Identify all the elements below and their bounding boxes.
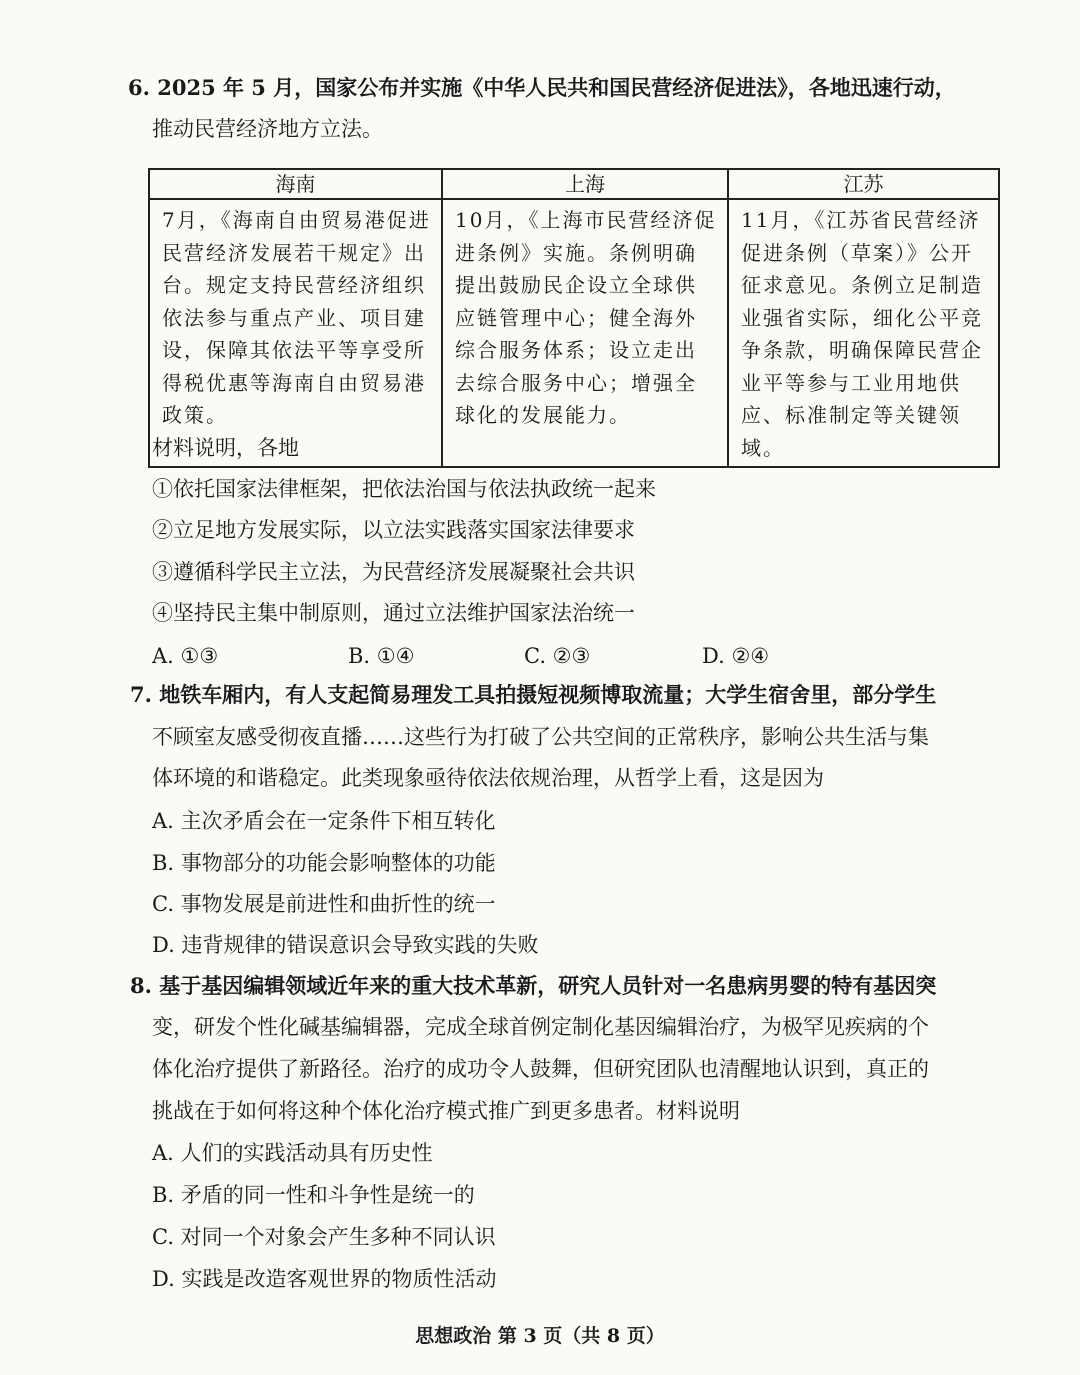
cell-shanghai: 10月，《上海市民营经济促进条例》实施。条例明确提出鼓励民企设立全球供应链管理中心；健全海外综合服务体系；设立走出去综合服务中心；增强全球化的发展能力。: [442, 199, 728, 467]
header-hainan: 海南: [149, 169, 442, 199]
q7-option-a[interactable]: A. 主次矛盾会在一定条件下相互转化: [152, 809, 496, 833]
table-row: [149, 199, 999, 467]
q6-options: [152, 640, 852, 672]
q8-option-c[interactable]: C. 对同一个对象会产生多种不同认识: [152, 1225, 496, 1249]
q7-stem-line-2: 不顾室友感受彻夜直播……这些行为打破了公共空间的正常秩序，影响公共生活与集: [152, 725, 929, 749]
table-header-row: [149, 169, 999, 199]
q6-legislation-table: [148, 168, 1000, 468]
q8-stem-line-1: 8. 基于基因编辑领域近年来的重大技术革新，研究人员针对一名患病男婴的特有基因突: [130, 973, 937, 998]
q6-option-d[interactable]: D. ②④: [702, 644, 770, 668]
q6-option-a[interactable]: A. ①③: [152, 644, 219, 668]
cell-jiangsu: 11月，《江苏省民营经济促进条例（草案）》公开征求意见。条例立足制造业强省实际，细化公平竞争条款，明确保障民营企业平等参与工业用地供应、标准制定等关键领域。: [728, 199, 999, 467]
q6-option-c[interactable]: C. ②③: [524, 644, 591, 668]
page-footer: 思想政治 第 3 页（共 8 页）: [415, 1325, 665, 1347]
q6-statement-3: ③遵循科学民主立法，为民营经济发展凝聚社会共识: [152, 560, 635, 584]
cell-hainan: 7月，《海南自由贸易港促进民营经济发展若干规定》出台。规定支持民营经济组织依法参与重点产业、项目建设，保障其依法平等享受所得税优惠等海南自由贸易港政策。: [149, 199, 442, 467]
q6-stem-line-2: 推动民营经济地方立法。: [152, 117, 383, 141]
q6-statement-1: ①依托国家法律框架，把依法治国与依法执政统一起来: [152, 477, 656, 501]
header-jiangsu: 江苏: [728, 169, 999, 199]
q6-option-b[interactable]: B. ①④: [348, 644, 415, 668]
q6-statement-4: ④坚持民主集中制原则，通过立法维护国家法治统一: [152, 601, 635, 625]
q8-stem-line-2: 变，研发个性化碱基编辑器，完成全球首例定制化基因编辑治疗，为极罕见疾病的个: [152, 1015, 929, 1039]
q8-option-b[interactable]: B. 矛盾的同一性和斗争性是统一的: [152, 1183, 475, 1207]
q8-stem-line-3: 体化治疗提供了新路径。治疗的成功令人鼓舞，但研究团队也清醒地认识到，真正的: [152, 1057, 929, 1081]
q7-stem-line-1: 7. 地铁车厢内，有人支起简易理发工具拍摄短视频博取流量；大学生宿舍里，部分学生: [130, 682, 937, 707]
q8-option-a[interactable]: A. 人们的实践活动具有历史性: [152, 1141, 433, 1165]
q6-statement-2: ②立足地方发展实际，以立法实践落实国家法律要求: [152, 518, 635, 542]
q7-option-b[interactable]: B. 事物部分的功能会影响整体的功能: [152, 851, 496, 875]
q7-stem-line-3: 体环境的和谐稳定。此类现象亟待依法依规治理，从哲学上看，这是因为: [152, 766, 824, 790]
q6-lead: 材料说明，各地: [152, 436, 299, 460]
q8-option-d[interactable]: D. 实践是改造客观世界的物质性活动: [152, 1267, 497, 1291]
header-shanghai: 上海: [442, 169, 728, 199]
q8-stem-line-4: 挑战在于如何将这种个体化治疗模式推广到更多患者。材料说明: [152, 1099, 740, 1123]
q7-option-d[interactable]: D. 违背规律的错误意识会导致实践的失败: [152, 933, 539, 957]
q6-stem-line-1: 6. 2025 年 5 月，国家公布并实施《中华人民共和国民营经济促进法》，各地迅速行动，: [128, 75, 956, 100]
q7-option-c[interactable]: C. 事物发展是前进性和曲折性的统一: [152, 892, 496, 916]
